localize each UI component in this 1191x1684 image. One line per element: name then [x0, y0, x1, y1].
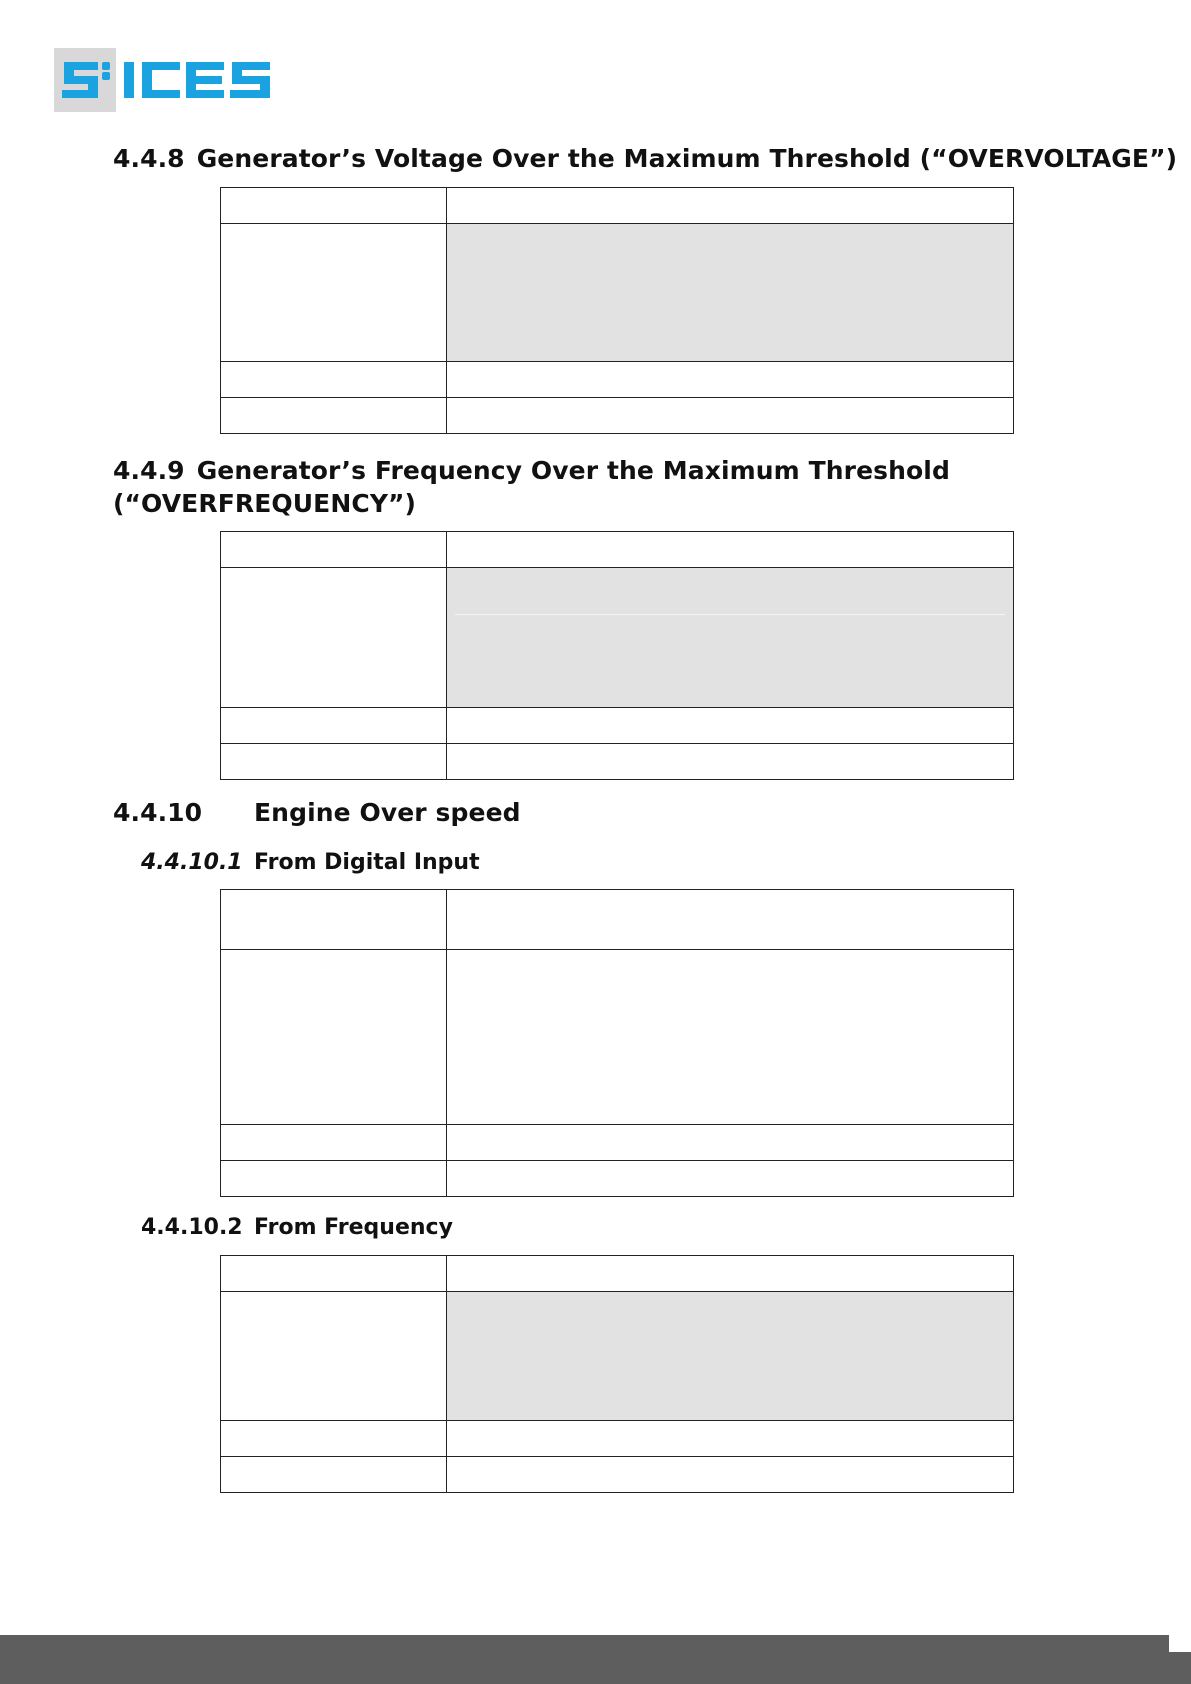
table-row	[221, 188, 1014, 224]
table-cell	[447, 1421, 1014, 1457]
heading-4-4-10-1	[141, 849, 541, 877]
sices-logo-mark	[54, 48, 284, 112]
table-cell	[447, 362, 1014, 398]
table-cell	[447, 1256, 1014, 1292]
heading-4-4-9-line2	[113, 487, 416, 520]
heading-number: 4.4.10.1	[141, 850, 243, 875]
logo-letter-s2	[230, 62, 270, 98]
table-cell	[221, 398, 447, 434]
table-cell	[447, 950, 1014, 1125]
footer-bar	[0, 1635, 1191, 1684]
heading-4-4-10-2	[141, 1214, 541, 1242]
table-row	[221, 1292, 1014, 1421]
heading-number: 4.4.10	[113, 798, 203, 827]
logo-letter-i	[124, 62, 134, 98]
heading-title: Generator’s Voltage Over the Maximum Threshold (“OVERVOLTAGE”)	[196, 144, 1178, 173]
table-cell	[221, 1421, 447, 1457]
heading-title: From Digital Input	[254, 850, 480, 875]
heading-title: From Frequency	[254, 1215, 453, 1240]
logo-letter-c	[142, 62, 180, 98]
table-row	[221, 398, 1014, 434]
table-cell	[447, 398, 1014, 434]
heading-4-4-10-title	[254, 796, 521, 829]
table-cell	[221, 568, 447, 708]
table-cell-shaded	[447, 568, 1014, 708]
table-cell	[221, 362, 447, 398]
table-row	[221, 1125, 1014, 1161]
heading-title-continuation: (“OVERFREQUENCY”)	[113, 489, 417, 518]
table-cell	[221, 1292, 447, 1421]
table-overvoltage	[220, 187, 1014, 434]
table-cell	[447, 708, 1014, 744]
heading-number: 4.4.8	[113, 144, 185, 173]
table-cell	[447, 890, 1014, 950]
table-cell	[221, 1125, 447, 1161]
table-cell	[221, 950, 447, 1125]
table-row	[221, 362, 1014, 398]
footer-notch-fill	[1169, 1652, 1191, 1684]
table-cell	[221, 708, 447, 744]
table-row	[221, 568, 1014, 708]
table-cell	[447, 1457, 1014, 1493]
heading-4-4-9	[113, 454, 950, 487]
logo-letter-e	[186, 62, 224, 98]
table-overfrequency	[220, 531, 1014, 780]
heading-title: Generator’s Frequency Over the Maximum Threshold	[196, 456, 950, 485]
table-row	[221, 1161, 1014, 1197]
table-overspeed-frequency	[220, 1255, 1014, 1493]
table-cell	[221, 1457, 447, 1493]
table-cell-shaded	[447, 1292, 1014, 1421]
table-row	[221, 532, 1014, 568]
table-row	[221, 224, 1014, 362]
table-cell-shaded	[447, 224, 1014, 362]
table-row	[221, 1421, 1014, 1457]
table-cell	[221, 532, 447, 568]
logo-dot-bottom	[102, 72, 110, 80]
table-overspeed-digital-input	[220, 889, 1014, 1197]
heading-4-4-10	[113, 796, 202, 829]
heading-number: 4.4.10.2	[141, 1215, 243, 1240]
table-cell	[221, 744, 447, 780]
heading-4-4-8	[113, 142, 1177, 175]
table-cell	[447, 1161, 1014, 1197]
sices-logo	[54, 48, 284, 112]
table-row	[221, 1256, 1014, 1292]
table-cell	[447, 188, 1014, 224]
logo-letter-s	[62, 62, 98, 98]
table-cell	[221, 1256, 447, 1292]
table-cell	[447, 532, 1014, 568]
heading-number: 4.4.9	[113, 456, 185, 485]
heading-title: Engine Over speed	[254, 798, 521, 827]
logo-dot-top	[102, 62, 110, 70]
table-row	[221, 1457, 1014, 1493]
table-row	[221, 890, 1014, 950]
table-cell	[221, 188, 447, 224]
table-row	[221, 744, 1014, 780]
table-cell	[221, 1161, 447, 1197]
table-cell	[221, 890, 447, 950]
table-row	[221, 950, 1014, 1125]
table-row	[221, 708, 1014, 744]
table-cell	[447, 744, 1014, 780]
table-cell	[447, 1125, 1014, 1161]
faint-rule	[455, 614, 1005, 615]
table-cell	[221, 224, 447, 362]
